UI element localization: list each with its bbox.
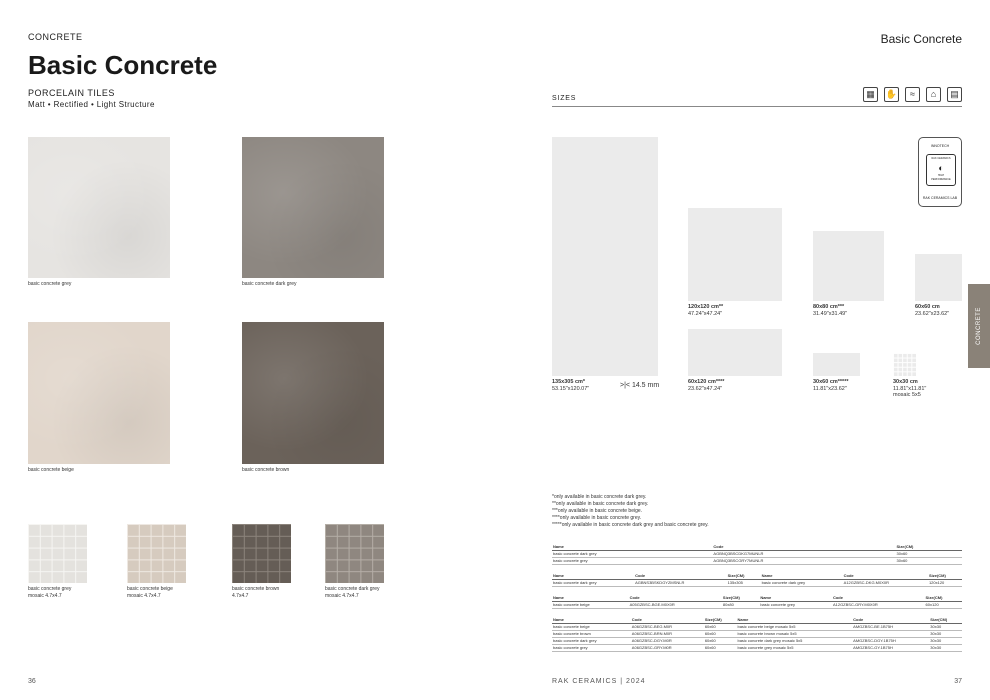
page-number-right: 37	[954, 678, 962, 685]
table-header: Size(CM)	[722, 595, 759, 601]
size-swatch-60x60	[915, 254, 962, 301]
table-cell: basic concrete dark grey	[552, 550, 712, 557]
table-cell: basic concrete grey	[552, 557, 712, 564]
table-cell: 60x60	[704, 630, 737, 637]
note-line: ***only available in basic concrete beige.	[552, 508, 643, 514]
table-cell: AGBNQ3BSCDKG7MUNLR	[712, 550, 895, 557]
code-table-2	[552, 573, 962, 587]
size-label: 80x80 cm*** 31.49"x31.49"	[813, 304, 848, 317]
product-features: Matt • Rectified • Light Structure	[28, 100, 155, 109]
table-header: Size(CM)	[727, 573, 761, 579]
table-cell: basic concrete grey	[552, 644, 631, 651]
badge-bottom-label: RAK CERAMICS LAB	[922, 196, 958, 200]
table-header: Code	[712, 544, 895, 550]
table-header: Name	[759, 595, 832, 601]
table-row	[552, 644, 962, 651]
product-type: PORCELAIN TILES	[28, 88, 115, 98]
tile-caption: basic concrete dark grey	[242, 281, 297, 287]
table-cell: 80x80	[722, 601, 759, 608]
table-header: Code	[832, 595, 925, 601]
mosaic-image-beige	[127, 524, 186, 583]
badge-top-label: INNOTECH	[930, 144, 950, 148]
size-label: 30x30 cm 11.81"x11.81" mosaic 5x5	[893, 379, 927, 398]
table-cell: basic concrete dark grey mosaic 5x5	[736, 637, 852, 644]
size-label: 60x120 cm**** 23.62"x47.24"	[688, 379, 725, 392]
table-header: Size(CM)	[896, 544, 963, 550]
table-cell: 30x30	[929, 623, 962, 630]
table-cell: 30x30	[929, 637, 962, 644]
table-cell: basic concrete grey mosaic 5x5	[736, 644, 852, 651]
table-row	[552, 579, 962, 586]
code-table-3	[552, 595, 962, 609]
table-cell: AMGZBSC-DGY.1B75H	[852, 637, 929, 644]
table-header: Size(CM)	[925, 595, 962, 601]
thickness-label: >|< 14.5 mm	[620, 382, 660, 389]
size-swatch-120x120	[688, 208, 782, 301]
tile-caption: basic concrete grey	[28, 281, 72, 287]
page-title: Basic Concrete	[28, 50, 218, 80]
sizes-heading: SIZES	[552, 95, 577, 102]
code-table-1	[552, 544, 962, 565]
table-cell: A06GZBSC-GRY.M0R	[631, 644, 704, 651]
sizes-divider	[552, 106, 962, 107]
mosaic-image-brown	[232, 524, 291, 583]
table-cell: basic concrete dark grey	[552, 579, 634, 586]
size-swatch-60x120	[688, 329, 782, 376]
size-swatch-30x30-mosaic	[893, 353, 916, 376]
table-cell: A12GZBSC-DKG.M0X0R	[843, 579, 928, 586]
table-cell: basic concrete beige	[552, 601, 629, 608]
table-header: Name	[552, 595, 629, 601]
table-row	[552, 601, 962, 608]
table-header: Size(CM)	[929, 617, 962, 623]
table-cell: 60x120	[925, 601, 962, 608]
page-number-left: 36	[28, 678, 36, 685]
note-line: **only available in basic concrete dark grey.	[552, 501, 649, 507]
size-swatch-135x305	[552, 137, 658, 376]
category-label: CONCRETE	[28, 32, 83, 42]
tile-image-grey	[28, 137, 170, 278]
table-cell: A12GZBSC-GRY.M0X0R	[832, 601, 925, 608]
note-line: *only available in basic concrete dark grey.	[552, 494, 647, 500]
table-header: Name	[552, 617, 631, 623]
size-label: 60x60 cm 23.62"x23.62"	[915, 304, 950, 317]
table-cell: 135x305	[727, 579, 761, 586]
table-cell: basic concrete brown mosaic 5x5	[736, 630, 852, 637]
tile-caption: basic concrete beige	[28, 467, 74, 473]
table-cell: 30x30	[929, 644, 962, 651]
table-header: Code	[629, 595, 722, 601]
table-cell: AMGZBSC-BE.1B75H	[852, 623, 929, 630]
table-row	[552, 623, 962, 630]
tile-image-beige	[28, 322, 170, 464]
size-swatch-30x60	[813, 353, 860, 376]
table-cell: 60x60	[704, 637, 737, 644]
note-line: ****only available in basic concrete grey.	[552, 515, 642, 521]
table-cell: AGBNS3BSKDGYZMSNLR	[634, 579, 726, 586]
table-cell: A06GZBSC-DGY.M0R	[631, 637, 704, 644]
table-cell: basic concrete dark grey	[761, 579, 843, 586]
table-cell: A05GZBSC-BGE.M0X0R	[629, 601, 722, 608]
table-header: Size(CM)	[928, 573, 962, 579]
hand-icon: ✋	[884, 87, 899, 102]
home-icon: ⌂	[926, 87, 941, 102]
table-row	[552, 557, 962, 564]
size-label: 120x120 cm** 47.24"x47.24"	[688, 304, 724, 317]
table-cell: 120x120	[928, 579, 962, 586]
table-header: Name	[736, 617, 852, 623]
table-cell: AGBNQ3BSCGRY7MUNLR	[712, 557, 895, 564]
table-cell: basic concrete dark grey	[552, 637, 631, 644]
mosaic-caption: basic concrete dark grey mosaic 4.7x4.7	[325, 586, 380, 599]
mosaic-caption: basic concrete beige mosaic 4.7x4.7	[127, 586, 173, 599]
mosaic-image-dark-grey	[325, 524, 384, 583]
footer-brand: RAK CERAMICS | 2024	[552, 678, 646, 685]
tile-image-dark-grey	[242, 137, 384, 278]
table-cell: A06GZBSC-BEG.M0R	[631, 623, 704, 630]
table-cell: 30x30	[929, 630, 962, 637]
tile-caption: basic concrete brown	[242, 467, 290, 473]
table-cell: basic concrete beige	[552, 623, 631, 630]
grid-icon: ▦	[863, 87, 878, 102]
table-header: Code	[634, 573, 726, 579]
table-header: Size(CM)	[704, 617, 737, 623]
table-header: Code	[843, 573, 928, 579]
mosaic-caption: basic concrete grey mosaic 4.7x4.7	[28, 586, 72, 599]
table-cell: 60x60	[704, 644, 737, 651]
availability-notes	[552, 494, 709, 529]
size-label: 135x305 cm* 53.15"x120.07"	[552, 379, 590, 392]
table-header: Name	[552, 544, 712, 550]
gauge-icon: ◐	[938, 163, 944, 173]
footprint-icon: ≈	[905, 87, 920, 102]
table-cell: basic concrete grey	[759, 601, 832, 608]
table-header: Name	[761, 573, 843, 579]
mosaic-image-grey	[28, 524, 87, 583]
bag-icon: ▤	[947, 87, 962, 102]
table-header: Code	[852, 617, 929, 623]
table-cell: 60x60	[704, 623, 737, 630]
right-page-title: Basic Concrete	[880, 32, 962, 46]
note-line: *****only available in basic concrete dark grey and basic concrete grey.	[552, 522, 709, 528]
table-cell: basic concrete brown	[552, 630, 631, 637]
table-cell	[852, 630, 929, 637]
badge-emblem: RAK CERAMICS ◐ HIGH PERFORMANCE	[926, 154, 956, 186]
size-swatch-80x80	[813, 231, 884, 301]
table-row	[552, 550, 962, 557]
tile-image-brown	[242, 322, 384, 464]
table-cell: AMGZBSC-GY.1B75H	[852, 644, 929, 651]
table-cell: basic concrete beige mosaic 5x5	[736, 623, 852, 630]
table-row	[552, 630, 962, 637]
table-header: Name	[552, 573, 634, 579]
table-cell: A06GZBSC-BRN.M0R	[631, 630, 704, 637]
mosaic-caption: basic concrete brown 4.7x4.7	[232, 586, 280, 599]
size-label: 30x60 cm***** 11.81"x23.62"	[813, 379, 849, 392]
table-row	[552, 637, 962, 644]
section-side-tab: CONCRETE	[968, 284, 990, 368]
table-cell: 30x60	[896, 550, 963, 557]
table-cell: 30x60	[896, 557, 963, 564]
thickness-arrows-icon: >|<	[620, 382, 630, 389]
table-header: Code	[631, 617, 704, 623]
high-performance-badge	[918, 137, 962, 207]
code-table-4	[552, 617, 962, 652]
